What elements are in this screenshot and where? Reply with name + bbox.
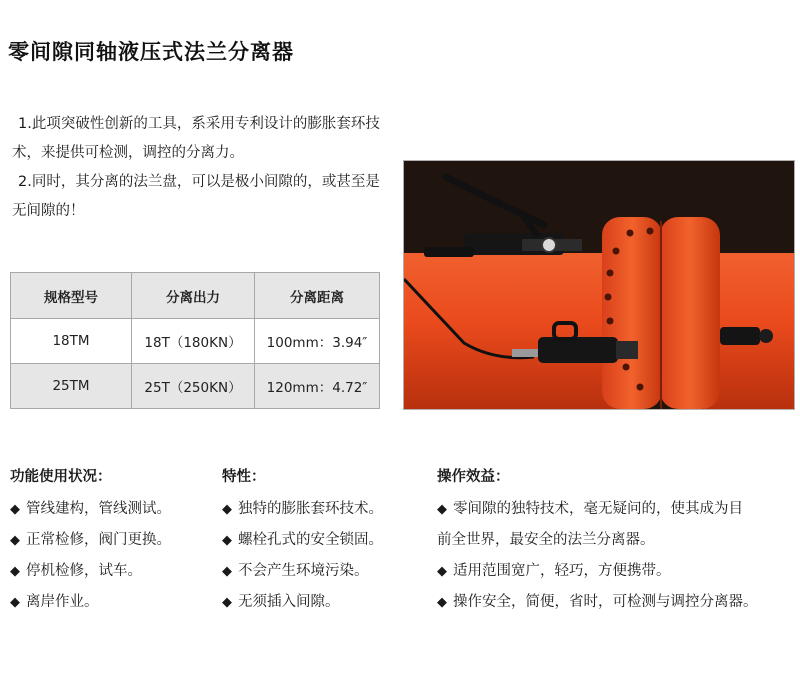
- diamond-bullet-icon: ◆: [10, 502, 20, 517]
- table-cell: 25T（250KN）: [132, 364, 255, 409]
- usage-heading: 功能使用状况：: [10, 469, 112, 485]
- list-item: ◆ 离岸作业。: [10, 587, 210, 618]
- diamond-bullet-icon: ◆: [222, 564, 232, 579]
- list-item: ◆ 适用范围宽广，轻巧，方便携带。: [437, 556, 797, 587]
- table-header-model: 规格型号: [11, 273, 132, 319]
- diamond-bullet-icon: ◆: [437, 595, 447, 610]
- diamond-bullet-icon: ◆: [222, 502, 232, 517]
- features-column: [222, 462, 427, 618]
- page-title: 零间隙同轴液压式法兰分离器: [8, 40, 294, 64]
- flange-splitter-illustration: [404, 161, 794, 409]
- product-photo: [403, 160, 795, 410]
- table-row: [11, 319, 380, 364]
- diamond-bullet-icon: ◆: [437, 564, 447, 579]
- diamond-bullet-icon: ◆: [10, 564, 20, 579]
- table-header-distance: 分离距离: [255, 273, 380, 319]
- list-item: ◆ 正常检修，阀门更换。: [10, 525, 210, 556]
- benefits-heading: 操作效益：: [437, 469, 510, 485]
- table-row: [11, 364, 380, 409]
- diamond-bullet-icon: ◆: [10, 533, 20, 548]
- benefits-column: [437, 462, 797, 618]
- features-heading: 特性：: [222, 469, 266, 485]
- diamond-bullet-icon: ◆: [222, 533, 232, 548]
- table-cell: 100mm：3.94″: [255, 319, 380, 364]
- list-item: ◆ 零间隙的独特技术，毫无疑问的，使其成为目 前全世界，最安全的法兰分离器。: [437, 494, 797, 556]
- intro-paragraph-1: 1.此项突破性创新的工具，系采用专利设计的膨胀套环技术，来提供可检测，调控的分离力。: [12, 116, 380, 161]
- intro-paragraph-2: 2.同时，其分离的法兰盘，可以是极小间隙的，或甚至是无间隙的！: [12, 174, 380, 219]
- table-header-row: [11, 273, 380, 319]
- diamond-bullet-icon: ◆: [10, 595, 20, 610]
- table-cell: 25TM: [11, 364, 132, 409]
- list-item: ◆ 停机检修，试车。: [10, 556, 210, 587]
- diamond-bullet-icon: ◆: [437, 502, 447, 517]
- list-item: ◆ 操作安全，简便，省时，可检测与调控分离器。: [437, 587, 797, 618]
- list-item: ◆ 无须插入间隙。: [222, 587, 427, 618]
- table-header-force: 分离出力: [132, 273, 255, 319]
- table-cell: 18T（180KN）: [132, 319, 255, 364]
- table-cell: 18TM: [11, 319, 132, 364]
- list-item: ◆ 不会产生环境污染。: [222, 556, 427, 587]
- table-cell: 120mm：4.72″: [255, 364, 380, 409]
- spec-table: [10, 272, 380, 409]
- intro-text: [12, 110, 382, 226]
- usage-column: [10, 462, 210, 618]
- list-item: ◆ 管线建构，管线测试。: [10, 494, 210, 525]
- list-item: ◆ 独特的膨胀套环技术。: [222, 494, 427, 525]
- diamond-bullet-icon: ◆: [222, 595, 232, 610]
- list-item: ◆ 螺栓孔式的安全锁固。: [222, 525, 427, 556]
